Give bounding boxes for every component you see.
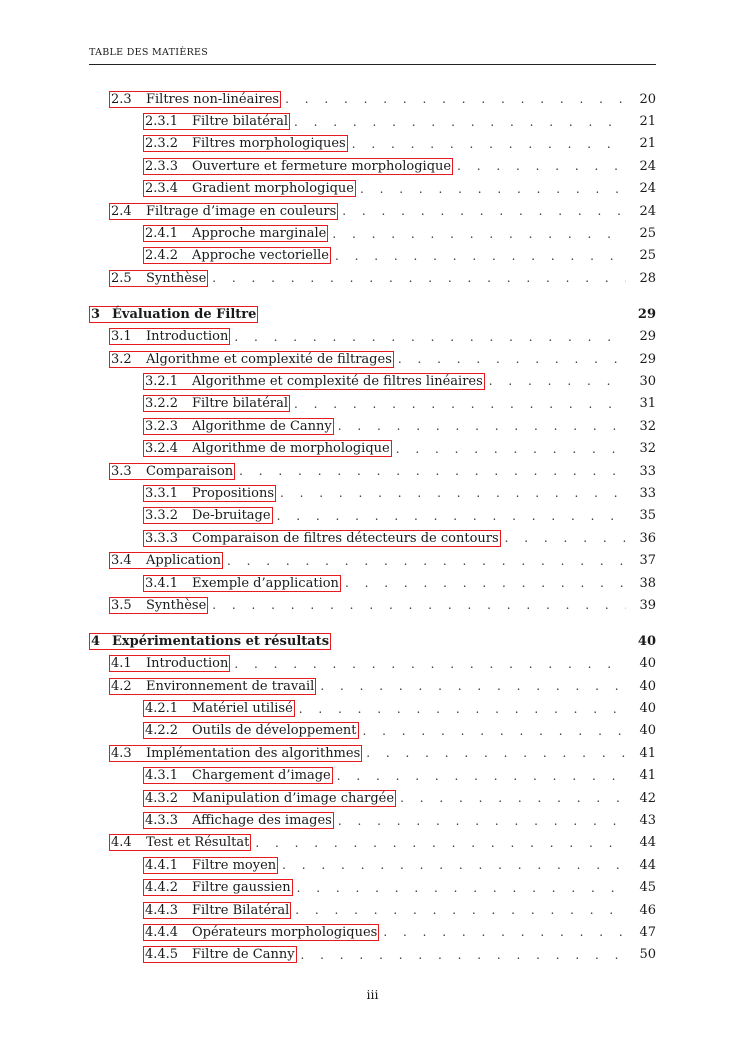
section-number: 4.4.1: [145, 857, 179, 873]
section-number: 3.4: [111, 553, 132, 569]
section-number: 3.2.3: [145, 418, 179, 434]
section-title: Opérateurs morphologiques: [192, 924, 378, 940]
page-ref: 30: [639, 373, 656, 389]
page-ref: 31: [639, 396, 656, 412]
page-ref: 46: [639, 902, 656, 918]
dot-leader: [352, 137, 626, 151]
toc-row: [89, 877, 656, 899]
section-number: 2.3: [111, 91, 132, 107]
toc-entry-link[interactable]: [143, 790, 396, 807]
section-number: 4.2: [111, 678, 132, 694]
toc-row: [89, 133, 656, 155]
dot-leader: [285, 92, 626, 106]
toc-row: [89, 200, 656, 222]
page-ref: 39: [639, 597, 656, 613]
dot-leader: [212, 598, 626, 612]
page-ref: 47: [639, 924, 656, 940]
running-header: TABLE DES MATIÈRES: [89, 47, 656, 65]
page-ref: 32: [639, 418, 656, 434]
toc-row: [89, 765, 656, 787]
section-number: 3.1: [111, 329, 132, 345]
page-ref: 29: [639, 329, 656, 345]
section-title: Filtre gaussien: [192, 880, 291, 896]
page-ref: 38: [639, 575, 656, 591]
dot-leader: [396, 442, 626, 456]
section-number: 2.3.2: [145, 136, 179, 152]
section-title: Approche marginale: [192, 226, 327, 242]
section-title: Introduction: [146, 656, 229, 672]
section-title: Test et Résultat: [146, 835, 250, 851]
toc-row: [89, 326, 656, 348]
toc-entry-link[interactable]: [109, 597, 208, 614]
toc-entry-link[interactable]: [143, 247, 331, 264]
toc-entry-link[interactable]: [109, 552, 223, 569]
section-title: Filtre bilatéral: [192, 114, 289, 130]
section-title: Exemple d’application: [192, 575, 339, 591]
section-number: 4.4.5: [145, 947, 179, 963]
dot-leader: [342, 204, 626, 218]
toc-chapter-row: [89, 304, 656, 326]
toc-entry-link[interactable]: [143, 225, 328, 242]
section-title: Algorithme de Canny: [192, 418, 332, 434]
toc-row: [89, 572, 656, 594]
toc-entry-link[interactable]: [109, 834, 251, 851]
page-ref: 45: [639, 880, 656, 896]
toc-row: [89, 697, 656, 719]
section-number: 3.5: [111, 597, 132, 613]
toc-entry-link[interactable]: [109, 328, 230, 345]
toc-entry-link[interactable]: [143, 158, 453, 175]
toc-row: [89, 720, 656, 742]
section-number: 4.3.2: [145, 790, 179, 806]
toc-row: [89, 787, 656, 809]
section-number: 4.3: [111, 745, 132, 761]
page-ref: 50: [639, 947, 656, 963]
toc-entry-link[interactable]: [143, 767, 333, 784]
toc-row: [89, 653, 656, 675]
page-ref: 28: [639, 270, 656, 286]
toc-entry-link[interactable]: [143, 485, 276, 502]
dot-leader: [294, 115, 626, 129]
toc-chapter-row: [89, 631, 656, 653]
dot-leader: [320, 679, 626, 693]
section-number: 2.3.3: [145, 158, 179, 174]
page-ref: 29: [637, 307, 656, 323]
dot-leader: [297, 881, 626, 895]
dot-leader: [489, 374, 626, 388]
section-number: 3.3.3: [145, 530, 179, 546]
toc-row: [89, 393, 656, 415]
toc-entry-link[interactable]: [143, 575, 341, 592]
section-title: Gradient morphologique: [192, 181, 354, 197]
section-number: 2.3.4: [145, 181, 179, 197]
toc-row: [89, 222, 656, 244]
dot-leader: [234, 330, 626, 344]
toc-row: [89, 505, 656, 527]
page-ref: 29: [639, 351, 656, 367]
section-number: 4.2.1: [145, 701, 179, 717]
dot-leader: [338, 814, 626, 828]
page-ref: 40: [639, 723, 656, 739]
dot-leader: [295, 903, 626, 917]
page-number: iii: [366, 987, 379, 1002]
toc-row: [89, 899, 656, 921]
toc-row: [89, 460, 656, 482]
toc-entry-link[interactable]: [143, 507, 273, 524]
dot-leader: [255, 836, 626, 850]
toc-entry-link[interactable]: [143, 722, 359, 739]
page-ref: 44: [639, 857, 656, 873]
section-number: 3.3: [111, 463, 132, 479]
dot-leader: [363, 724, 626, 738]
page-ref: 24: [639, 181, 656, 197]
page-ref: 37: [639, 553, 656, 569]
section-number: 2.3.1: [145, 114, 179, 130]
dot-leader: [239, 464, 626, 478]
dot-leader: [366, 746, 626, 760]
section-title: Environnement de travail: [146, 678, 315, 694]
section-title: Chargement d’image: [192, 768, 331, 784]
section-number: 4.4: [111, 835, 132, 851]
toc-row: [89, 527, 656, 549]
dot-leader: [457, 159, 626, 173]
section-number: 2.4.1: [145, 226, 179, 242]
page-ref: 43: [639, 813, 656, 829]
section-title: Manipulation d’image chargée: [192, 790, 395, 806]
page-ref: 25: [639, 226, 656, 242]
page-ref: 21: [639, 114, 656, 130]
section-title: Filtres morphologiques: [192, 136, 346, 152]
section-title: Filtre de Canny: [192, 947, 295, 963]
dot-leader: [282, 858, 626, 872]
toc-row: [89, 809, 656, 831]
section-title: Outils de développement: [192, 723, 357, 739]
page-ref: 36: [639, 530, 656, 546]
section-number: 3.2.2: [145, 396, 179, 412]
dot-leader: [227, 554, 626, 568]
page-ref: 32: [639, 441, 656, 457]
toc-row: [89, 944, 656, 966]
toc-row: [89, 415, 656, 437]
toc-row: [89, 348, 656, 370]
section-title: Filtrage d’image en couleurs: [146, 203, 337, 219]
section-number: 2.5: [111, 270, 132, 286]
toc-entry-link[interactable]: [109, 270, 208, 287]
section-title: Affichage des images: [192, 813, 332, 829]
dot-leader: [294, 397, 626, 411]
toc-row: [89, 88, 656, 110]
dot-leader: [299, 702, 626, 716]
dot-leader: [337, 769, 626, 783]
toc-entry-link[interactable]: [143, 418, 334, 435]
page-ref: 40: [639, 701, 656, 717]
toc-row: [89, 110, 656, 132]
section-title: Filtre bilatéral: [192, 396, 289, 412]
section-number: 4.1: [111, 656, 132, 672]
page-ref: 40: [639, 656, 656, 672]
dot-leader: [398, 352, 626, 366]
section-number: 3.2.1: [145, 373, 179, 389]
toc-row: [89, 155, 656, 177]
section-title: Synthèse: [146, 270, 207, 286]
dot-leader: [280, 486, 626, 500]
toc-entry-link[interactable]: [89, 306, 258, 323]
table-of-contents: [89, 88, 656, 966]
toc-row: [89, 482, 656, 504]
section-title: De-bruitage: [192, 508, 271, 524]
dot-leader: [383, 925, 626, 939]
section-number: 2.4.2: [145, 248, 179, 264]
section-number: 3: [91, 307, 101, 323]
toc-row: [89, 832, 656, 854]
toc-row: [89, 549, 656, 571]
toc-row: [89, 921, 656, 943]
section-number: 3.2: [111, 351, 132, 367]
page-ref: 33: [639, 463, 656, 479]
section-number: 4.4.2: [145, 880, 179, 896]
toc-entry-link[interactable]: [89, 633, 331, 650]
toc-row: [89, 742, 656, 764]
section-title: Synthèse: [146, 597, 207, 613]
dot-leader: [360, 182, 626, 196]
toc-row: [89, 594, 656, 616]
page-ref: 33: [639, 485, 656, 501]
section-number: 4.3.1: [145, 768, 179, 784]
section-title: Comparaison de filtres détecteurs de contours: [192, 530, 499, 546]
toc-row: [89, 854, 656, 876]
section-number: 3.2.4: [145, 441, 179, 457]
dot-leader: [338, 419, 626, 433]
toc-entry-link[interactable]: [143, 879, 293, 896]
toc-entry-link[interactable]: [143, 946, 297, 963]
section-title: Expérimentations et résultats: [112, 634, 330, 650]
page-ref: 21: [639, 136, 656, 152]
toc-entry-link[interactable]: [143, 113, 290, 130]
toc-entry-link[interactable]: [143, 373, 485, 390]
section-title: Introduction: [146, 329, 229, 345]
section-title: Évaluation de Filtre: [112, 307, 257, 323]
section-number: 4.4.3: [145, 902, 179, 918]
page-ref: 40: [637, 634, 656, 650]
dot-leader: [212, 271, 626, 285]
toc-entry-link[interactable]: [109, 203, 338, 220]
dot-leader: [332, 227, 626, 241]
toc-entry-link[interactable]: [143, 924, 379, 941]
section-title: Filtre Bilatéral: [192, 902, 290, 918]
section-number: 3.3.2: [145, 508, 179, 524]
toc-row: [89, 437, 656, 459]
section-number: 4.3.3: [145, 813, 179, 829]
dot-leader: [301, 948, 626, 962]
section-title: Ouverture et fermeture morphologique: [192, 158, 452, 174]
section-title: Algorithme et complexité de filtres linéaires: [192, 373, 483, 389]
section-number: 4: [91, 634, 101, 650]
section-title: Application: [146, 553, 221, 569]
toc-row: [89, 675, 656, 697]
section-title: Algorithme de morphologique: [192, 441, 390, 457]
section-title: Matériel utilisé: [192, 701, 293, 717]
section-title: Approche vectorielle: [192, 248, 329, 264]
page-ref: 42: [639, 790, 656, 806]
page-ref: 25: [639, 248, 656, 264]
toc-entry-link[interactable]: [109, 463, 235, 480]
section-number: 3.3.1: [145, 485, 179, 501]
toc-row: [89, 267, 656, 289]
dot-leader: [335, 249, 626, 263]
section-number: 3.4.1: [145, 575, 179, 591]
toc-entry-link[interactable]: [143, 700, 295, 717]
dot-leader: [505, 531, 626, 545]
toc-entry-link[interactable]: [109, 351, 394, 368]
toc-entry-link[interactable]: [143, 135, 348, 152]
dot-leader: [335, 635, 626, 649]
toc-entry-link[interactable]: [109, 91, 281, 108]
toc-entry-link[interactable]: [143, 857, 278, 874]
section-number: 4.4.4: [145, 924, 179, 940]
dot-leader: [277, 509, 626, 523]
dot-leader: [400, 791, 626, 805]
section-title: Propositions: [192, 485, 275, 501]
section-title: Algorithme et complexité de filtrages: [146, 351, 392, 367]
page-ref: 20: [639, 91, 656, 107]
page-ref: 41: [639, 745, 656, 761]
section-title: Implémentation des algorithmes: [146, 745, 361, 761]
page-ref: 44: [639, 835, 656, 851]
toc-row: [89, 178, 656, 200]
section-number: 4.2.2: [145, 723, 179, 739]
toc-row: [89, 370, 656, 392]
page-ref: 40: [639, 678, 656, 694]
dot-leader: [262, 308, 626, 322]
dot-leader: [234, 657, 626, 671]
toc-entry-link[interactable]: [143, 395, 290, 412]
toc-entry-link[interactable]: [109, 678, 316, 695]
dot-leader: [345, 576, 626, 590]
toc-entry-link[interactable]: [109, 655, 230, 672]
page-ref: 35: [639, 508, 656, 524]
toc-entry-link[interactable]: [143, 530, 501, 547]
section-title: Filtres non-linéaires: [146, 91, 280, 107]
toc-entry-link[interactable]: [143, 812, 334, 829]
page-ref: 41: [639, 768, 656, 784]
toc-entry-link[interactable]: [109, 745, 362, 762]
toc-entry-link[interactable]: [143, 180, 356, 197]
toc-row: [89, 245, 656, 267]
section-number: 2.4: [111, 203, 132, 219]
section-title: Comparaison: [146, 463, 234, 479]
page-ref: 24: [639, 203, 656, 219]
section-title: Filtre moyen: [192, 857, 277, 873]
toc-entry-link[interactable]: [143, 440, 392, 457]
page-ref: 24: [639, 158, 656, 174]
toc-entry-link[interactable]: [143, 902, 291, 919]
